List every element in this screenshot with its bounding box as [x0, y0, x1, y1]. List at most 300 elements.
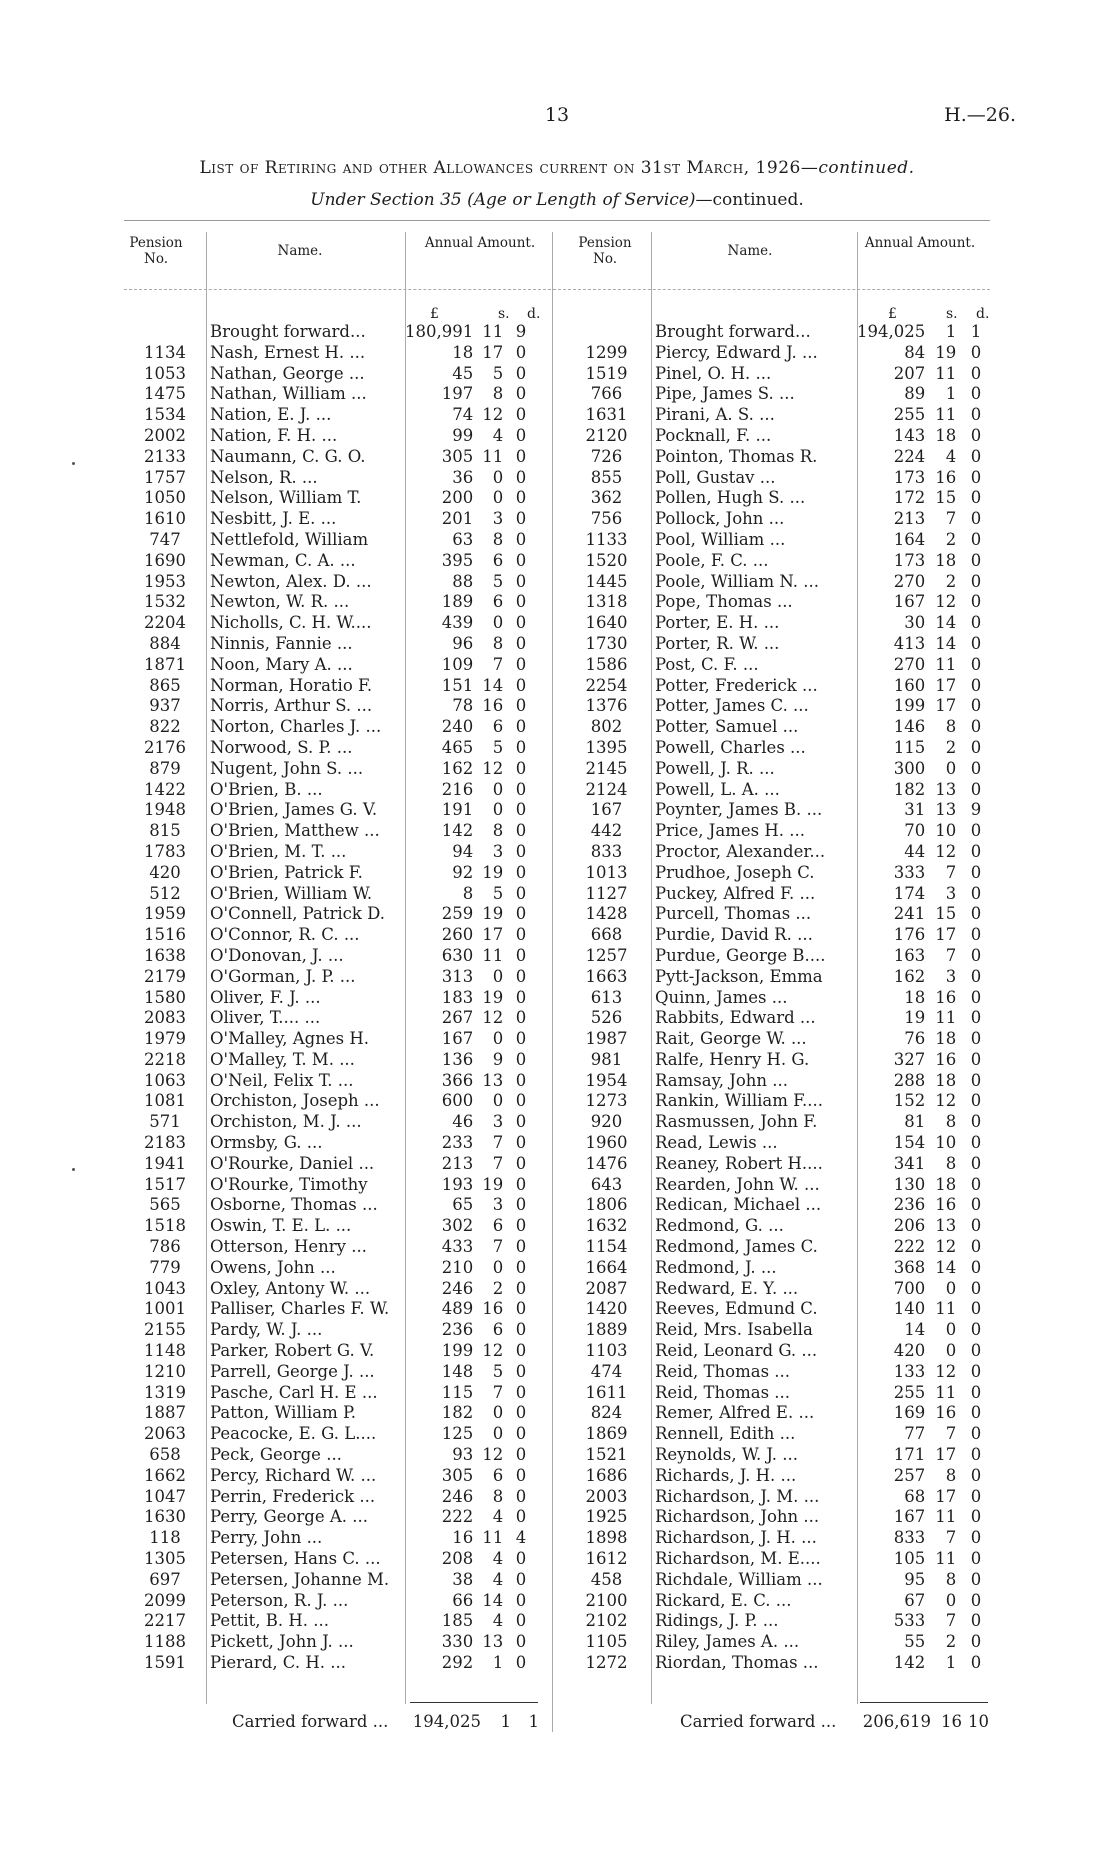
pension-number: 2087: [585, 1278, 628, 1298]
amount-pence: 0: [515, 1216, 527, 1236]
amount-pounds: 160: [893, 675, 926, 695]
amount-shillings: 0: [492, 613, 504, 633]
table-row: [562, 1320, 981, 1341]
pensioner-name: Nation, E. J. ...: [210, 405, 332, 425]
pension-number: 458: [590, 1569, 623, 1589]
pension-number: 1757: [144, 467, 186, 487]
pension-number: 1428: [585, 904, 628, 924]
amount-pence: 0: [515, 384, 527, 404]
pensioner-name: Quinn, James ...: [655, 987, 788, 1007]
pension-number: 802: [590, 717, 623, 737]
amount-pounds: 197: [441, 384, 474, 404]
amount-shillings: 2: [945, 529, 957, 549]
amount-pence: 0: [515, 675, 527, 695]
table-row: [562, 717, 981, 738]
amount-shillings: 17: [482, 342, 504, 362]
brought-forward-shillings: 1: [945, 322, 957, 341]
pension-number: 1953: [144, 571, 186, 591]
amount-shillings: 9: [492, 1049, 504, 1069]
amount-shillings: 8: [945, 1465, 957, 1485]
pension-number: 1081: [144, 1091, 186, 1111]
table-row: [562, 1570, 981, 1591]
pension-number: 1273: [585, 1091, 628, 1111]
pension-number: 1941: [144, 1153, 186, 1173]
pensioner-name: Ridings, J. P. ...: [655, 1611, 779, 1631]
table-row: [124, 1195, 526, 1216]
pension-number: 1050: [144, 488, 186, 508]
pensioner-name: Percy, Richard W. ...: [210, 1465, 377, 1485]
table-row: [562, 1403, 981, 1424]
amount-pence: 0: [515, 1341, 527, 1361]
pensioner-name: Powell, Charles ...: [655, 737, 806, 757]
table-row: [124, 842, 526, 863]
pensioner-name: Ninnis, Fannie ...: [210, 633, 353, 653]
amount-shillings: 6: [492, 717, 504, 737]
amount-pence: 0: [970, 363, 982, 383]
amount-pence: 0: [970, 342, 982, 362]
pension-number: 526: [590, 1008, 623, 1028]
pensioner-name: Puckey, Alfred F. ...: [655, 883, 816, 903]
amount-pounds: 260: [441, 925, 474, 945]
amount-shillings: 17: [935, 696, 957, 716]
pensioner-name: Owens, John ...: [210, 1257, 336, 1277]
table-row: [124, 634, 526, 655]
amount-shillings: 16: [935, 1195, 957, 1215]
amount-pounds: 208: [441, 1549, 474, 1569]
amount-pounds: 93: [452, 1445, 474, 1465]
pensioner-name: Pointon, Thomas R.: [655, 446, 818, 466]
pension-number: 1520: [585, 550, 628, 570]
pension-number: 2155: [144, 1320, 186, 1340]
amount-pounds: 63: [452, 529, 474, 549]
right-carried-forward-pounds: 206,619: [862, 1712, 931, 1731]
left-currency-pence: d.: [527, 306, 541, 322]
amount-shillings: 6: [492, 1320, 504, 1340]
table-row: [124, 468, 526, 489]
amount-shillings: 1: [945, 1653, 957, 1672]
table-row: [562, 613, 981, 634]
amount-pence: 0: [970, 1008, 982, 1028]
amount-shillings: 14: [935, 633, 957, 653]
scan-speck: [72, 462, 75, 465]
amount-shillings: 2: [945, 1632, 957, 1652]
amount-shillings: 8: [945, 717, 957, 737]
amount-shillings: 7: [945, 862, 957, 882]
pension-number: 726: [590, 446, 623, 466]
amount-pence: 0: [970, 1486, 982, 1506]
amount-pounds: 167: [893, 1507, 926, 1527]
amount-shillings: 11: [935, 654, 957, 674]
amount-pence: 0: [970, 529, 982, 549]
amount-shillings: 17: [935, 925, 957, 945]
amount-shillings: 12: [482, 1341, 504, 1361]
amount-shillings: 0: [492, 800, 504, 820]
amount-pounds: 109: [441, 654, 474, 674]
table-row: [124, 967, 526, 988]
pension-number: 1580: [144, 987, 186, 1007]
pension-number: 2217: [144, 1611, 186, 1631]
amount-pence: 0: [970, 654, 982, 674]
pension-number: 1148: [144, 1341, 186, 1361]
amount-shillings: 15: [935, 904, 957, 924]
pensioner-name: Poll, Gustav ...: [655, 467, 776, 487]
amount-pence: 0: [515, 405, 527, 425]
amount-pence: 0: [515, 1278, 527, 1298]
pensioner-name: Potter, Frederick ...: [655, 675, 818, 695]
amount-shillings: 6: [492, 592, 504, 612]
pensioner-name: Richardson, John ...: [655, 1507, 820, 1527]
amount-pence: 0: [515, 592, 527, 612]
amount-pounds: 257: [893, 1465, 926, 1485]
amount-pence: 0: [515, 966, 527, 986]
pension-number: 1272: [585, 1653, 628, 1672]
amount-shillings: 17: [935, 1486, 957, 1506]
pensioner-name: Pirani, A. S. ...: [655, 405, 775, 425]
table-row: [562, 1632, 981, 1653]
amount-shillings: 4: [492, 1507, 504, 1527]
amount-pence: 0: [970, 592, 982, 612]
pensioner-name: Proctor, Alexander...: [655, 841, 826, 861]
amount-pounds: 465: [441, 737, 474, 757]
amount-pounds: 413: [893, 633, 926, 653]
pension-number: 1612: [585, 1549, 628, 1569]
pension-number: 2176: [144, 737, 186, 757]
pension-number: 1318: [585, 592, 628, 612]
table-row: [124, 1091, 526, 1112]
amount-pounds: 210: [441, 1257, 474, 1277]
amount-shillings: 3: [492, 1112, 504, 1132]
amount-pounds: 833: [893, 1528, 926, 1548]
amount-shillings: 3: [945, 883, 957, 903]
amount-shillings: 13: [482, 1070, 504, 1090]
amount-pence: 0: [970, 613, 982, 633]
pensioner-name: Norris, Arthur S. ...: [210, 696, 373, 716]
table-row: [124, 780, 526, 801]
pension-number: 824: [590, 1403, 623, 1423]
table-row: [562, 655, 981, 676]
right-currency-shillings: s.: [946, 306, 958, 322]
amount-pounds: 185: [441, 1611, 474, 1631]
amount-shillings: 5: [492, 363, 504, 383]
pension-number: 1632: [585, 1216, 628, 1236]
pension-number: 1730: [585, 633, 628, 653]
amount-pence: 0: [515, 841, 527, 861]
amount-pence: 0: [970, 488, 982, 508]
pensioner-name: Redmond, J. ...: [655, 1257, 777, 1277]
amount-shillings: 7: [945, 1611, 957, 1631]
table-row: [562, 1299, 981, 1320]
table-row: [124, 1029, 526, 1050]
amount-pounds: 213: [893, 509, 926, 529]
amount-pounds: 333: [893, 862, 926, 882]
amount-pence: 0: [515, 1091, 527, 1111]
amount-shillings: 11: [482, 1528, 504, 1548]
pensioner-name: Palliser, Charles F. W.: [210, 1299, 390, 1319]
pensioner-name: Oswin, T. E. L. ...: [210, 1216, 352, 1236]
right-pension-table: [562, 322, 981, 1674]
amount-pence: 0: [515, 758, 527, 778]
header-bottom-rule: [124, 289, 990, 290]
amount-pence: 0: [970, 904, 982, 924]
pensioner-name: O'Rourke, Daniel ...: [210, 1153, 375, 1173]
amount-pence: 0: [515, 446, 527, 466]
table-row: [562, 1195, 981, 1216]
table-row: [562, 1528, 981, 1549]
amount-pounds: 176: [893, 925, 926, 945]
amount-pounds: 199: [441, 1341, 474, 1361]
amount-pence: 0: [515, 1486, 527, 1506]
amount-pounds: 78: [452, 696, 474, 716]
amount-pence: 0: [970, 509, 982, 529]
amount-shillings: 13: [935, 800, 957, 820]
pensioner-name: Rabbits, Edward ...: [655, 1008, 816, 1028]
amount-shillings: 6: [492, 550, 504, 570]
pension-number: 1690: [144, 550, 186, 570]
pensioner-name: Ormsby, G. ...: [210, 1133, 323, 1153]
table-row: [124, 592, 526, 613]
amount-pence: 0: [970, 1424, 982, 1444]
amount-pence: 0: [515, 1424, 527, 1444]
amount-pence: 0: [515, 1112, 527, 1132]
pension-number: 1001: [144, 1299, 186, 1319]
table-row: [124, 1403, 526, 1424]
amount-pence: 0: [970, 862, 982, 882]
amount-shillings: 1: [492, 1653, 504, 1672]
table-row: [562, 426, 981, 447]
amount-pence: 0: [970, 1257, 982, 1277]
amount-pounds: 19: [904, 1008, 926, 1028]
pensioner-name: Peterson, R. J. ...: [210, 1590, 349, 1610]
pension-number: 1376: [585, 696, 628, 716]
amount-shillings: 16: [482, 1299, 504, 1319]
amount-pounds: 95: [904, 1569, 926, 1589]
amount-pounds: 173: [893, 467, 926, 487]
amount-pounds: 16: [452, 1528, 474, 1548]
amount-shillings: 3: [492, 509, 504, 529]
amount-shillings: 3: [492, 841, 504, 861]
amount-pence: 0: [515, 1611, 527, 1631]
amount-pence: 0: [970, 1361, 982, 1381]
amount-pence: 4: [515, 1528, 527, 1548]
amount-pence: 0: [515, 883, 527, 903]
amount-shillings: 11: [935, 1008, 957, 1028]
amount-pence: 0: [515, 1174, 527, 1194]
brought-forward-label: Brought forward...: [210, 322, 366, 341]
amount-pounds: 224: [893, 446, 926, 466]
pension-number: 1586: [585, 654, 628, 674]
pensioner-name: Reid, Mrs. Isabella: [655, 1320, 813, 1340]
amount-pence: 0: [970, 883, 982, 903]
pension-number: 833: [590, 841, 623, 861]
amount-pence: 0: [515, 1403, 527, 1423]
amount-pence: 0: [970, 1341, 982, 1361]
pension-number: 668: [590, 925, 623, 945]
pension-number: 2120: [585, 425, 628, 445]
amount-shillings: 11: [935, 363, 957, 383]
pension-number: 512: [149, 883, 181, 903]
amount-pounds: 88: [452, 571, 474, 591]
pensioner-name: Redican, Michael ...: [655, 1195, 822, 1215]
amount-shillings: 2: [945, 737, 957, 757]
amount-pounds: 327: [893, 1049, 926, 1069]
amount-shillings: 11: [482, 446, 504, 466]
pension-number: 1210: [144, 1361, 186, 1381]
pensioner-name: Riordan, Thomas ...: [655, 1653, 819, 1672]
table-row: [124, 1237, 526, 1258]
amount-shillings: 14: [935, 1257, 957, 1277]
amount-shillings: 12: [482, 1008, 504, 1028]
amount-pounds: 305: [441, 446, 474, 466]
amount-pence: 0: [970, 1299, 982, 1319]
pension-number: 362: [590, 488, 623, 508]
table-row: [562, 863, 981, 884]
amount-shillings: 16: [935, 467, 957, 487]
pensioner-name: O'Brien, James G. V.: [210, 800, 378, 820]
amount-pence: 0: [515, 987, 527, 1007]
pension-number: 1105: [585, 1632, 628, 1652]
table-row: [124, 509, 526, 530]
amount-shillings: 12: [935, 1361, 957, 1381]
table-row: [562, 468, 981, 489]
pension-number: 1686: [585, 1465, 628, 1485]
amount-pounds: 533: [893, 1611, 926, 1631]
amount-pounds: 433: [441, 1237, 474, 1257]
amount-shillings: 3: [492, 1195, 504, 1215]
brought-forward-shillings: 11: [482, 322, 504, 341]
amount-shillings: 7: [945, 945, 957, 965]
table-row: [124, 1487, 526, 1508]
amount-pounds: 18: [904, 987, 926, 1007]
pension-number: 1127: [585, 883, 628, 903]
amount-pounds: 74: [452, 405, 474, 425]
pensioner-name: Nesbitt, J. E. ...: [210, 509, 337, 529]
amount-pounds: 222: [441, 1507, 474, 1527]
amount-pence: 0: [970, 1112, 982, 1132]
table-row: [124, 447, 526, 468]
amount-shillings: 10: [935, 1133, 957, 1153]
pensioner-name: Reeves, Edmund C.: [655, 1299, 818, 1319]
pensioner-name: Purcell, Thomas ...: [655, 904, 812, 924]
amount-shillings: 3: [945, 966, 957, 986]
amount-pence: 0: [515, 1237, 527, 1257]
amount-pounds: 395: [441, 550, 474, 570]
table-row: [124, 1383, 526, 1404]
amount-pence: 0: [970, 1029, 982, 1049]
scan-speck: [72, 1168, 75, 1171]
left-pension-table: [124, 322, 526, 1674]
table-row: [562, 1362, 981, 1383]
table-row: [124, 1591, 526, 1612]
amount-shillings: 17: [935, 1445, 957, 1465]
amount-shillings: 1: [945, 384, 957, 404]
amount-pence: 0: [515, 925, 527, 945]
pension-number: 1445: [585, 571, 628, 591]
amount-pence: 0: [970, 446, 982, 466]
pensioner-name: Porter, E. H. ...: [655, 613, 780, 633]
table-row: [124, 696, 526, 717]
amount-pence: 0: [970, 467, 982, 487]
amount-shillings: 0: [945, 1341, 957, 1361]
right-header-amount: Annual Amount.: [864, 235, 976, 251]
pensioner-name: Riley, James A. ...: [655, 1632, 800, 1652]
empty-cell: [124, 322, 206, 343]
table-row: [124, 988, 526, 1009]
amount-pence: 0: [515, 1195, 527, 1215]
table-row: [562, 488, 981, 509]
pension-number: 1476: [585, 1153, 628, 1173]
amount-pounds: 222: [893, 1237, 926, 1257]
amount-pounds: 189: [441, 592, 474, 612]
pensioner-name: Nettlefold, William: [210, 529, 369, 549]
pensioner-name: O'Malley, T. M. ...: [210, 1049, 355, 1069]
table-row: [562, 592, 981, 613]
amount-shillings: 18: [935, 550, 957, 570]
amount-pence: 0: [515, 1465, 527, 1485]
amount-shillings: 11: [935, 1549, 957, 1569]
pension-number: 1610: [144, 509, 186, 529]
page-number: 13: [544, 104, 570, 126]
amount-shillings: 0: [492, 1403, 504, 1423]
amount-pounds: 240: [441, 717, 474, 737]
left-total-rule: [410, 1702, 538, 1703]
table-row: [124, 572, 526, 593]
amount-shillings: 8: [492, 821, 504, 841]
amount-pounds: 84: [904, 342, 926, 362]
pension-number: 2133: [144, 446, 186, 466]
pension-number: 920: [590, 1112, 623, 1132]
amount-shillings: 16: [482, 696, 504, 716]
table-row: [562, 634, 981, 655]
amount-pence: 0: [970, 1153, 982, 1173]
table-row: [124, 821, 526, 842]
table-row: [124, 738, 526, 759]
table-row: [124, 1175, 526, 1196]
amount-pence: 0: [515, 1049, 527, 1069]
amount-shillings: 16: [935, 987, 957, 1007]
amount-shillings: 19: [482, 1174, 504, 1194]
table-row: [562, 1466, 981, 1487]
amount-pounds: 140: [893, 1299, 926, 1319]
pensioner-name: Norwood, S. P. ...: [210, 737, 353, 757]
table-row: [562, 1237, 981, 1258]
amount-pence: 0: [515, 1133, 527, 1153]
table-row: [124, 759, 526, 780]
amount-pounds: 259: [441, 904, 474, 924]
pensioner-name: Richards, J. H. ...: [655, 1465, 797, 1485]
pensioner-name: Nelson, William T.: [210, 488, 362, 508]
pensioner-name: Nugent, John S. ...: [210, 758, 364, 778]
pension-number: 1047: [144, 1486, 186, 1506]
pensioner-name: Reaney, Robert H....: [655, 1153, 823, 1173]
pensioner-name: Reid, Thomas ...: [655, 1361, 791, 1381]
amount-shillings: 12: [935, 1091, 957, 1111]
pensioner-name: Norman, Horatio F.: [210, 675, 373, 695]
pension-number: 1133: [585, 529, 628, 549]
table-row: [562, 821, 981, 842]
left-brought-forward-row: [124, 322, 526, 343]
header-top-rule: [124, 220, 990, 221]
pension-number: 167: [590, 800, 623, 820]
amount-pence: 0: [515, 1153, 527, 1173]
pension-number: 1979: [144, 1029, 186, 1049]
pension-number: 1517: [144, 1174, 186, 1194]
table-row: [562, 1071, 981, 1092]
amount-pence: 0: [970, 737, 982, 757]
pension-number: 1591: [144, 1653, 186, 1672]
amount-pounds: 67: [904, 1590, 926, 1610]
amount-shillings: 18: [935, 425, 957, 445]
amount-shillings: 8: [945, 1569, 957, 1589]
